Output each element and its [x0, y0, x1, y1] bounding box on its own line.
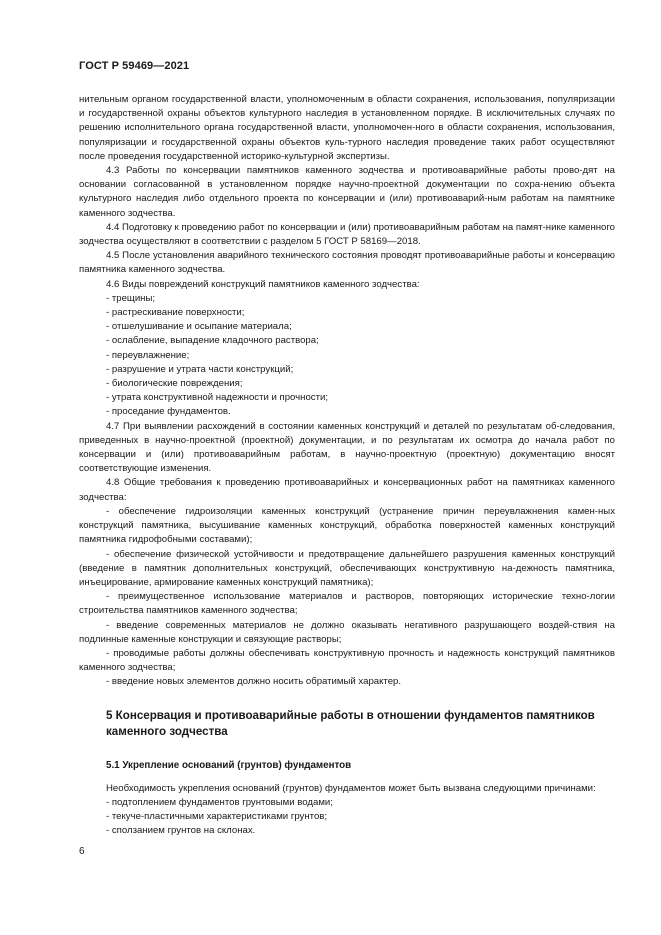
list-item: - разрушение и утрата части конструкций; [106, 363, 294, 375]
list-item: - растрескивание поверхности; [106, 307, 245, 319]
list-item: - текуче-пластичными характеристиками грунтов; [106, 810, 328, 822]
list-item: - биологические повреждения; [106, 378, 243, 390]
paragraph: 4.7 При выявлении расхождений в состоянии каменных конструкций и деталей по результатам об-следования, приведенных в научно-проектной (проектной) документации, и по результатам их осмотра до начала работ по консервации и (или) противоаварийным работам, в научно-проектную (проектную) документацию вносят соответствующие изменения. [79, 420, 615, 475]
paragraph: Необходимость укрепления оснований (грунтов) фундаментов может быть вызвана следующими причинами: [106, 782, 596, 794]
paragraph: 4.4 Подготовку к проведению работ по консервации и (или) противоаварийным работам на памят-нике каменного зодчества осуществляют в соответствии с разделом 5 ГОСТ Р 58169—2018. [79, 221, 615, 248]
section-heading: 5 Консервация и противоаварийные работы в отношении фундаментов памятников каменного зодчества [106, 708, 595, 738]
list-item: - обеспечение гидроизоляции каменных конструкций (устранение причин переувлажнения камен-ных конструкций памятника, высушивание каменных конструкций, обработка поверхностей каменных конструкций памятника гидрофобными составами); [79, 505, 615, 546]
paragraph: 4.6 Виды повреждений конструкций памятников каменного зодчества: [106, 278, 420, 290]
paragraph: 4.8 Общие требования к проведению противоаварийных и консервационных работ на памятниках каменного зодчества: [79, 477, 615, 503]
list-item: - обеспечение физической устойчивости и предотвращение дальнейшего разрушения каменных конструкций (введение в памятник дополнительных конструкций, обеспечивающих конструктивную на-дежность памятника, инъецирование, армирование каменных конструкций памятника); [79, 548, 615, 588]
paragraph: нительным органом государственной власти, уполномоченным в области сохранения, использования, популяризации и государственной охраны объектов культурного наследия в установленном порядке. В исключительных случаях по решению исполнительного органа государственной власти, уполномочен-ного в области сохранения, использования, популяризации и государственной охраны объектов куль-турного наследия проведение таких работ осуществляют после проведения государственной историко-культурной экспертизы. [79, 94, 615, 162]
list-item: - проседание фундаментов. [106, 406, 231, 418]
list-item: - сползанием грунтов на склонах. [106, 825, 256, 837]
list-item: - введение современных материалов не должно оказывать негативного разрушающего воздей-ствия на подлинные каменные конструкции и связующие растворы; [79, 619, 615, 645]
subsection-heading: 5.1 Укрепление оснований (грунтов) фундаментов [106, 759, 352, 771]
list-item: - ослабление, выпадение кладочного раствора; [106, 335, 319, 347]
paragraph: 4.3 Работы по консервации памятников каменного зодчества и противоаварийные работы прово-дят на основании согласованной в установленном порядке научно-проектной документации по сохра-нению объекта культурного наследия либо отдельного проекта по консервации и (или) противоаварий-ным работам на памятнике каменного зодчества. [79, 165, 615, 219]
list-item: - преимущественное использование материалов и растворов, повторяющих исторические техно-логии строительства памятников каменного зодчества; [79, 591, 615, 617]
paragraph: 4.5 После установления аварийного технического состояния проводят противоаварийные работы и консервацию памятника каменного зодчества. [79, 250, 615, 276]
list-item: - трещины; [106, 292, 156, 304]
list-item: - отшелушивание и осыпание материала; [106, 321, 292, 333]
page-number: 6 [79, 846, 85, 857]
list-item: - проводимые работы должны обеспечивать конструктивную прочность и надежность конструкций памятников каменного зодчества; [79, 647, 615, 674]
document-header: ГОСТ Р 59469—2021 [79, 60, 190, 72]
list-item: - переувлажнение; [106, 349, 190, 361]
list-item: - подтоплением фундаментов грунтовыми водами; [106, 796, 333, 808]
list-item: - введение новых элементов должно носить обратимый характер. [106, 676, 402, 688]
list-item: - утрата конструктивной надежности и прочности; [106, 392, 329, 404]
document-body [79, 93, 615, 838]
